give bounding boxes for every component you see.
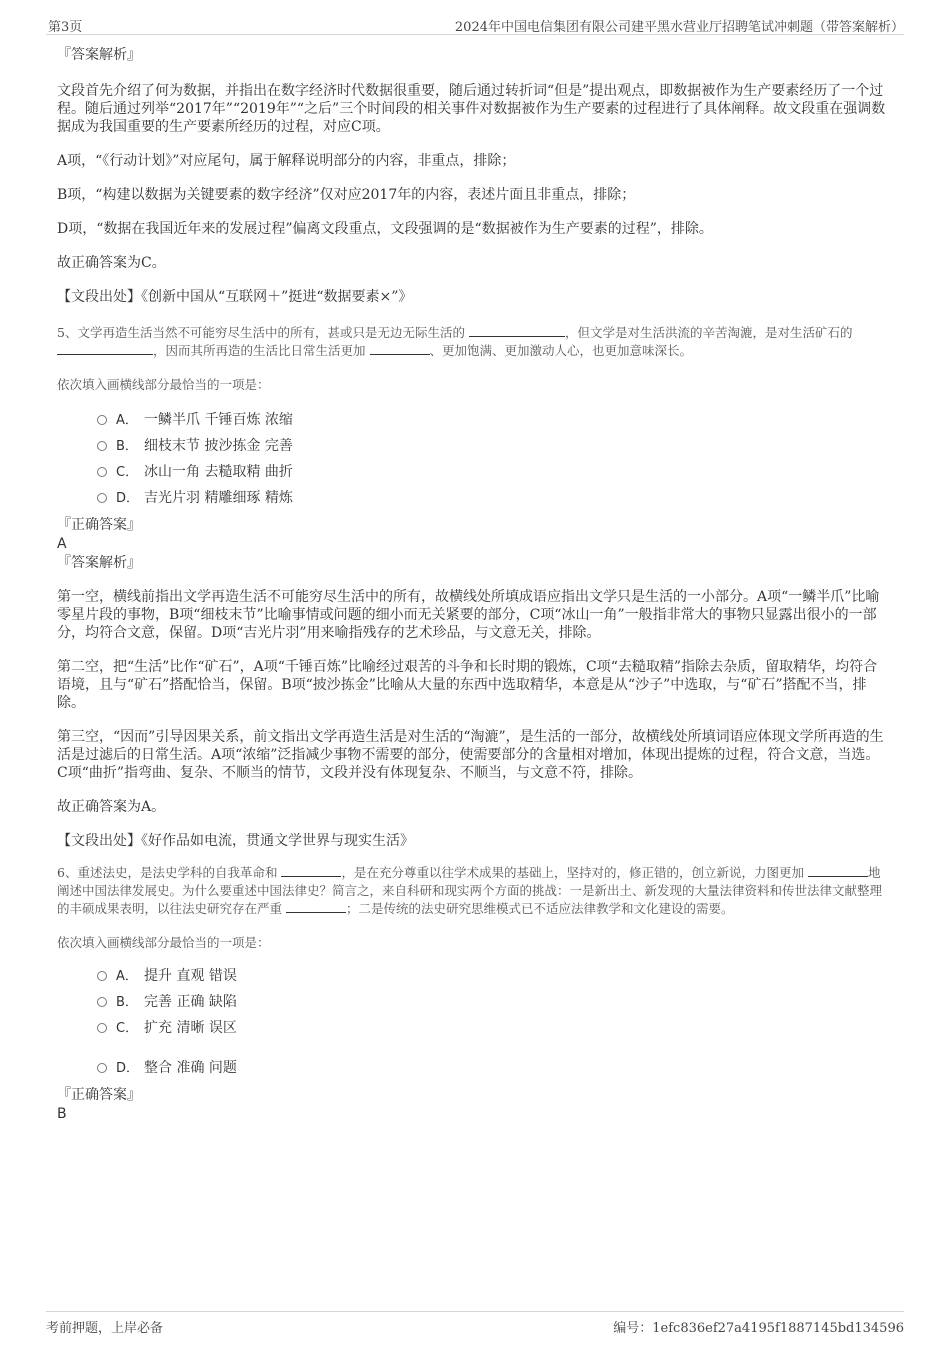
question-6-options	[57, 962, 887, 1080]
page-footer	[46, 1311, 904, 1334]
document-body	[57, 44, 887, 1122]
page-number: 第3页	[48, 20, 83, 35]
radio-button[interactable]	[97, 415, 107, 425]
option-b[interactable]: B． 完善 正确 缺陷	[57, 988, 887, 1014]
document-code: 编号：1efc836ef27a4195f1887145bd134596	[613, 1321, 904, 1336]
footer-slogan: 考前押题，上岸必备	[46, 1321, 164, 1336]
analysis-option-b: B项，“构建以数据为关键要素的数字经济”仅对应2017年的内容，表述片面且非重点，排除；	[57, 187, 636, 203]
answer-blank	[469, 324, 565, 337]
radio-button[interactable]	[97, 1023, 107, 1033]
option-a[interactable]: A． 提升 直观 错误	[57, 962, 887, 988]
question-5-stem: 5、文学再造生活当然不可能穷尽生活中的所有，甚或只是无边无际生活的 ，但文学是对生活洪流的辛苦淘漉，是对生活矿石的 ，因而其所再造的生活比日常生活更加 、更加饱满、更加激动人心，也更加意味深长。	[57, 325, 853, 358]
option-d[interactable]: D． 整合 准确 问题	[57, 1054, 887, 1080]
page-header	[46, 14, 904, 35]
question-6-stem: 6、重述法史，是法史学科的自我革命和 ，是在充分尊重以往学术成果的基础上，坚持对的，修正错的，创立新说，力图更加 地阐述中国法律发展史。为什么要重述中国法律史？简言之，来自科研和现实两个方面的挑战：一是新出土、新发现的大量法律资料和传世法律文献整理的丰硕成果表明，以往法史研究存在严重 ；二是传统的法史研究思维模式已不适应法律教学和文化建设的需要。	[57, 865, 883, 916]
analysis-paragraph-3: 第三空，“因而”引导因果关系，前文指出文学再造生活是对生活的“淘漉”，是生活的一部分，故横线处所填词语应体现文学所再造的生活是过滤后的日常生活。A项“浓缩”泛指减少事物不需要的部分，使需要部分的含量相对增加，体现出提炼的过程，符合文意，当选。C项“曲折”指弯曲、复杂、不顺当的情节，文段并没有体现复杂、不顺当，与文意不符，排除。	[57, 729, 884, 781]
radio-button[interactable]	[97, 997, 107, 1007]
question-5-options	[57, 406, 887, 510]
analysis-paragraph: 文段首先介绍了何为数据，并指出在数字经济时代数据很重要，随后通过转折词“但是”提出观点，即数据被作为生产要素经历了一个过程。随后通过列举“2017年”“2019年”“之后”三个时间段的相关事件对数据被作为生产要素的过程进行了具体阐释。故文段重在强调数据成为我国重要的生产要素所经历的过程，对应C项。	[57, 83, 886, 135]
source-citation: 【文段出处】《创新中国从“互联网＋”挺进“数据要素×”》	[57, 289, 413, 305]
correct-answer-heading: 『正确答案』	[57, 1087, 141, 1103]
radio-button[interactable]	[97, 467, 107, 477]
answer-blank	[370, 342, 430, 355]
answer-blank	[57, 342, 153, 355]
question-5-prompt: 依次填入画横线部分最恰当的一项是：	[57, 377, 270, 392]
option-d[interactable]: D． 吉光片羽 精雕细琢 精炼	[57, 484, 887, 510]
analysis-paragraph-2: 第二空，把“生活”比作“矿石”，A项“千锤百炼”比喻经过艰苦的斗争和长时期的锻炼，C项“去糙取精”指除去杂质，留取精华，均符合语境，且与“矿石”搭配恰当，保留。B项“披沙拣金”比喻从大量的东西中选取精华，本意是从“沙子”中选取，与“矿石”搭配不当，排除。	[57, 659, 878, 711]
source-citation: 【文段出处】《好作品如电流，贯通文学世界与现实生活》	[57, 833, 414, 849]
radio-button[interactable]	[97, 493, 107, 503]
radio-button[interactable]	[97, 441, 107, 451]
question-6-prompt: 依次填入画横线部分最恰当的一项是：	[57, 935, 270, 950]
answer-blank	[281, 864, 341, 877]
analysis-heading: 『答案解析』	[57, 47, 141, 63]
option-b[interactable]: B． 细枝末节 披沙拣金 完善	[57, 432, 887, 458]
radio-button[interactable]	[97, 971, 107, 981]
answer-blank	[286, 900, 346, 913]
answer-conclusion: 故正确答案为A。	[57, 799, 166, 815]
correct-answer: B	[57, 1106, 67, 1122]
radio-button[interactable]	[97, 1063, 107, 1073]
correct-answer-heading: 『正确答案』	[57, 517, 141, 533]
analysis-option-d: D项，“数据在我国近年来的发展过程”偏离文段重点，文段强调的是“数据被作为生产要素的过程”，排除。	[57, 221, 713, 237]
option-c[interactable]: C． 扩充 清晰 误区	[57, 1014, 887, 1040]
document-title: 2024年中国电信集团有限公司建平黑水营业厅招聘笔试冲刺题（带答案解析）	[454, 20, 904, 35]
option-a[interactable]: A． 一鳞半爪 千锤百炼 浓缩	[57, 406, 887, 432]
analysis-paragraph-1: 第一空，横线前指出文学再造生活不可能穷尽生活中的所有，故横线处所填成语应指出文学只是生活的一小部分。A项“一鳞半爪”比喻零星片段的事物，B项“细枝末节”比喻事情或问题的细小而无关紧要的部分，C项“冰山一角”一般指非常大的事物只显露出很小的一部分，均符合文意，保留。D项“吉光片羽”用来喻指残存的艺术珍品，与文意无关，排除。	[57, 589, 880, 641]
answer-conclusion: 故正确答案为C。	[57, 255, 166, 271]
option-c[interactable]: C． 冰山一角 去糙取精 曲折	[57, 458, 887, 484]
correct-answer: A	[57, 536, 67, 552]
analysis-heading: 『答案解析』	[57, 555, 141, 571]
analysis-option-a: A项，“《行动计划》”对应尾句，属于解释说明部分的内容，非重点，排除；	[57, 153, 516, 169]
answer-blank	[808, 864, 868, 877]
